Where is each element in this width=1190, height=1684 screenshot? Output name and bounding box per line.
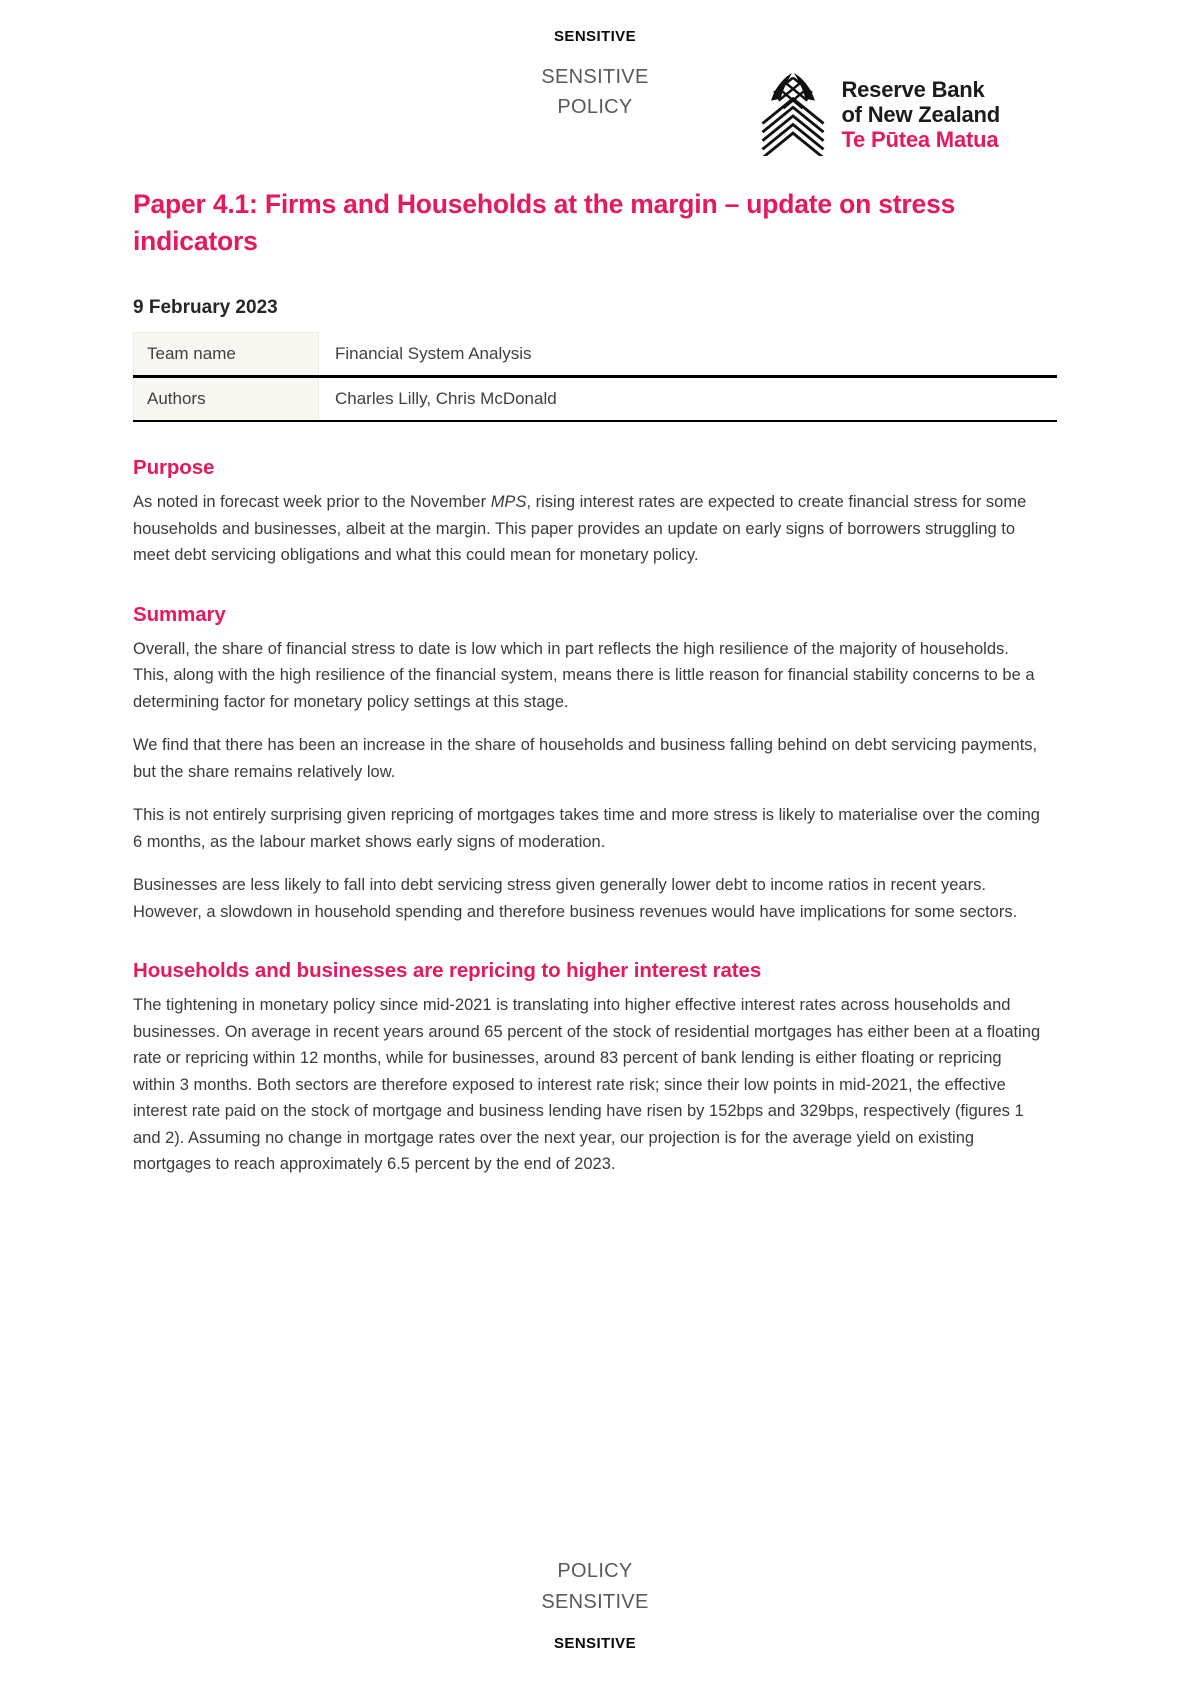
logo-line-1: Reserve Bank xyxy=(841,76,985,102)
logo-line-2: of New Zealand xyxy=(841,101,1000,127)
rbnz-logo xyxy=(757,72,1000,156)
paragraph xyxy=(133,489,1045,569)
paragraph xyxy=(133,992,1045,1178)
text-run: The tightening in monetary policy since mid-2021 is translating into higher effective interest rates across households and businesses. On average in recent years around 65 percent of the stock of residential mortgages has either been at a floating rate or repricing within 12 months, while for businesses, around 83 percent of bank lending is either floating or repricing within 3 months. Both sectors are therefore exposed to interest rate risk; since their low points in mid-2021, the effective interest rate paid on the stock of mortgage and business lending have risen by 152bps and 329bps, respectively (figures 1 and 2). Assuming no change in mortgage rates over the next year, our projection is for the average yield on existing mortgages to reach approximately 6.5 percent by the end of 2023. xyxy=(133,996,1041,1173)
paragraph xyxy=(133,636,1045,716)
paragraph xyxy=(133,872,1045,925)
header-sensitive-bold: SENSITIVE xyxy=(554,28,636,45)
footer-policy-gray: POLICY xyxy=(557,1560,633,1582)
text-run: This is not entirely surprising given repricing of mortgages takes time and more stress is likely to materialise over the coming 6 months, as the labour market shows early signs of moderation. xyxy=(133,806,1040,851)
header-gray-marks xyxy=(0,62,1190,122)
section-heading: Purpose xyxy=(133,456,215,479)
logo-line-3: Te Pūtea Matua xyxy=(841,126,999,152)
footer-classification xyxy=(0,1556,1190,1652)
rbnz-tukutuku-icon xyxy=(757,72,829,156)
paragraph xyxy=(133,732,1045,785)
meta-value-authors: Charles Lilly, Chris McDonald xyxy=(319,377,1058,422)
table-row xyxy=(134,333,1058,377)
header-sensitive-gray: SENSITIVE xyxy=(541,66,649,88)
italic-text-run: MPS xyxy=(490,493,527,511)
meta-value-team: Financial System Analysis xyxy=(319,333,1058,377)
document-body xyxy=(133,186,1057,1195)
text-run: , rising interest rates are expected to create financial stress for some households and businesses, albeit at the margin. This paper provides an update on early signs of borrowers struggling to meet debt servicing obligations and what this could mean for monetary policy. xyxy=(133,493,1027,564)
footer-sensitive-bold: SENSITIVE xyxy=(554,1635,636,1652)
text-run: Overall, the share of financial stress to date is low which in part reflects the high resilience of the majority of households. This, along with the high resilience of the financial system, means there is little reason for financial stability concerns to be a determining factor for monetary policy settings at this stage. xyxy=(133,639,1035,711)
section-heading: Summary xyxy=(133,602,226,626)
meta-label-authors: Authors xyxy=(134,377,319,422)
text-run: As noted in forecast week prior to the November xyxy=(133,493,491,511)
header-policy-gray: POLICY xyxy=(557,96,633,118)
header-classification xyxy=(0,28,1190,122)
paragraph xyxy=(133,802,1045,855)
text-run: Businesses are less likely to fall into debt servicing stress given generally lower debt to income ratios in recent years. However, a slowdown in household spending and therefore business revenues would have implications for some sectors. xyxy=(133,876,1018,921)
rbnz-logo-text xyxy=(841,77,1000,152)
document-date: 9 February 2023 xyxy=(133,297,278,318)
meta-label-team: Team name xyxy=(134,333,319,377)
table-row xyxy=(134,377,1058,422)
meta-table xyxy=(133,332,1057,422)
sections xyxy=(133,456,1057,1178)
text-run: We find that there has been an increase in the share of households and business falling behind on debt servicing payments, but the share remains relatively low. xyxy=(133,736,1038,781)
page-title: Paper 4.1: Firms and Households at the margin – update on stress indicators xyxy=(133,189,956,256)
section-heading: Households and businesses are repricing to higher interest rates xyxy=(133,959,762,982)
footer-sensitive-gray: SENSITIVE xyxy=(541,1591,649,1613)
